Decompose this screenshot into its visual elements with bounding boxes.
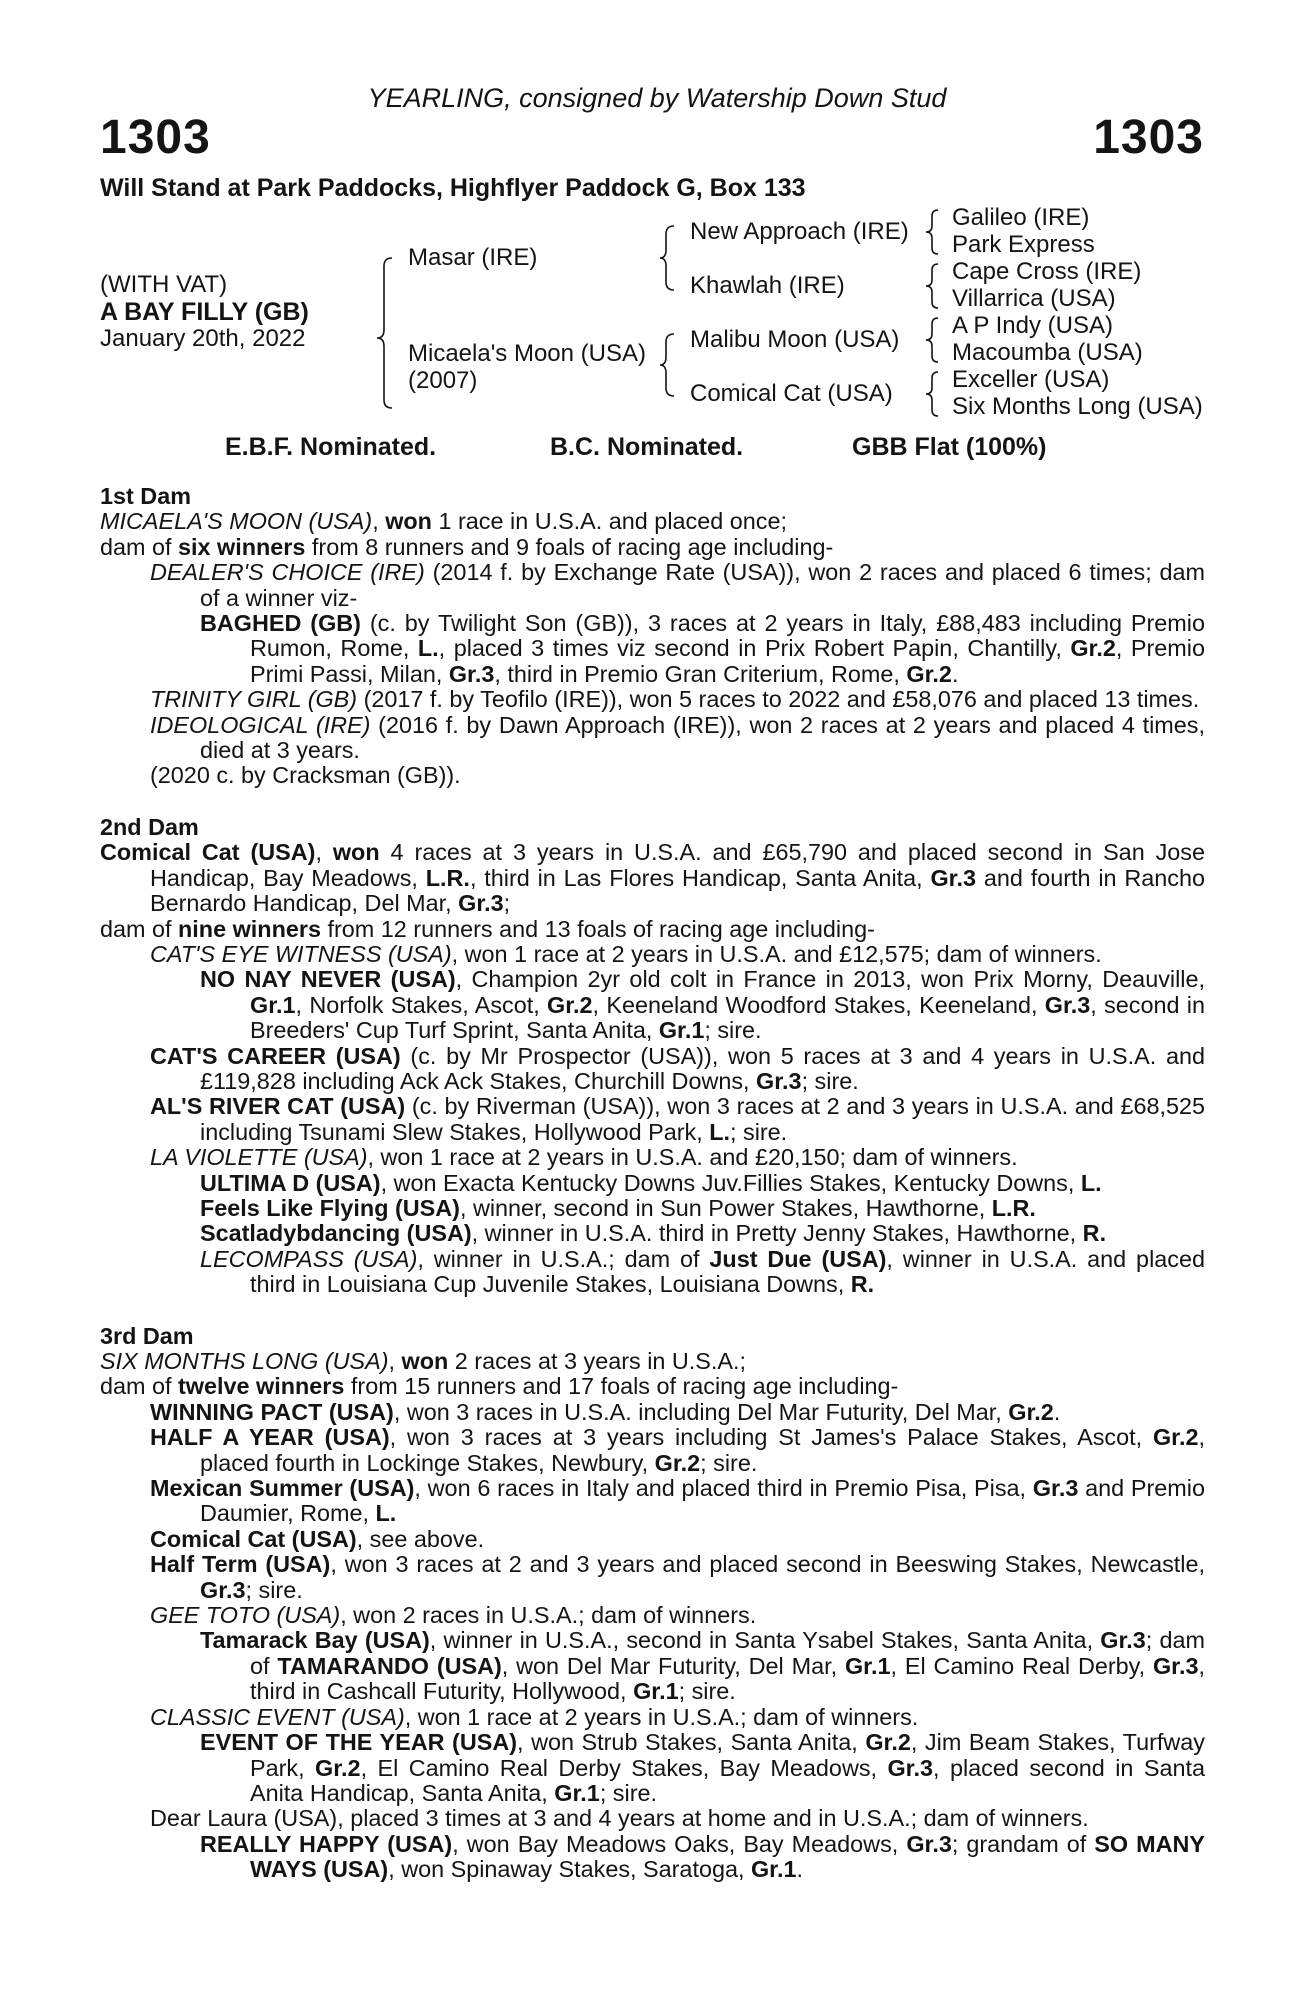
first-dam-produce: dam of six winners from 8 runners and 9 foals of racing age including- [100, 533, 834, 560]
brace-main [377, 258, 392, 408]
produce-entry: (2020 c. by Cracksman (GB)). [150, 762, 461, 789]
brace-ds [926, 318, 938, 362]
lot-number-left: 1303 [100, 111, 211, 164]
second-dam-line: Comical Cat (USA), won 4 races at 3 years in U.S.A. and £65,790 and placed second in San Jose Handicap, Bay Meadows, L.R., third in Las Flores Handicap, Santa Anita, Gr.3 and fourth in Rancho Bernardo Handicap, Del Mar, Gr.3; [100, 839, 1206, 917]
first-dam-line: MICAELA'S MOON (USA), won 1 race in U.S.A. and placed once; [100, 508, 787, 535]
gen3-sdd: Villarrica (USA) [952, 285, 1116, 312]
produce-entry: HALF A YEAR (USA), won 3 races at 3 years including St James's Palace Stakes, Ascot, Gr.2, placed fourth in Lockinge Stakes, Newbury, Gr.2; sire. [150, 1424, 1205, 1476]
horse-name: A BAY FILLY (GB) [100, 298, 309, 326]
gen3-dds: Exceller (USA) [952, 366, 1110, 393]
lot-number-right: 1303 [1093, 111, 1204, 164]
second-dam-produce: dam of nine winners from 12 runners and 13 foals of racing age including- [100, 915, 875, 942]
brace-dam [660, 334, 674, 396]
brace-ss [926, 210, 938, 254]
produce-entry: REALLY HAPPY (USA), won Bay Meadows Oaks, Bay Meadows, Gr.3; grandam of SO MANY WAYS (USA), won Spinaway Stakes, Saratoga, Gr.1. [200, 1830, 1205, 1883]
gen3-sss: Galileo (IRE) [952, 204, 1090, 231]
produce-entry: LA VIOLETTE (USA), won 1 race at 2 years in U.S.A. and £20,150; dam of winners. [150, 1144, 1018, 1171]
brace-sire [660, 226, 674, 290]
sire-sire: New Approach (IRE) [690, 218, 909, 245]
produce-entry: CAT'S CAREER (USA) (c. by Mr Prospector (USA)), won 5 races at 3 and 4 years in U.S.A. and £119,828 including Ack Ack Stakes, Churchill Downs, Gr.3; sire. [150, 1042, 1205, 1094]
sire-dam: Khawlah (IRE) [690, 272, 845, 299]
produce-entry: CAT'S EYE WITNESS (USA), won 1 race at 2 years in U.S.A. and £12,575; dam of winners. [150, 940, 1102, 967]
stand-location: Will Stand at Park Paddocks, Highflyer Paddock G, Box 133 [100, 174, 806, 202]
vat-note: (WITH VAT) [100, 271, 228, 298]
produce-entry: GEE TOTO (USA), won 2 races in U.S.A.; dam of winners. [150, 1602, 757, 1629]
dam: Micaela's Moon (USA) [408, 340, 646, 367]
dam-sire: Malibu Moon (USA) [690, 326, 900, 353]
brace-sd [926, 264, 938, 308]
produce-entry: AL'S RIVER CAT (USA) (c. by Riverman (USA)), won 3 races at 2 and 3 years in U.S.A. and £68,525 including Tsunami Slew Stakes, Hollywood Park, L.; sire. [150, 1093, 1206, 1145]
gen3-ddd: Six Months Long (USA) [952, 393, 1203, 420]
produce-entry: IDEOLOGICAL (IRE) (2016 f. by Dawn Approach (IRE)), won 2 races at 2 years and placed 4 times, died at 3 years. [150, 711, 1205, 764]
third-dam-produce: dam of twelve winners from 15 runners and 17 foals of racing age including- [100, 1373, 899, 1400]
pedigree-braces [0, 0, 1314, 430]
produce-entry: BAGHED (GB) (c. by Twilight Son (GB)), 3 races at 2 years in Italy, £88,483 including Premio Rumon, Rome, L., placed 3 times viz second in Prix Robert Papin, Chantilly, Gr.2, Premio Primi Passi, Milan, Gr.3, third in Premio Gran Criterium, Rome, Gr.2. [200, 610, 1205, 687]
produce-entry: CLASSIC EVENT (USA), won 1 race at 2 years in U.S.A.; dam of winners. [150, 1703, 919, 1730]
first-dam-heading: 1st Dam [100, 483, 192, 509]
second-dam-heading: 2nd Dam [100, 813, 199, 840]
produce-entry: EVENT OF THE YEAR (USA), won Strub Stakes, Santa Anita, Gr.2, Jim Beam Stakes, Turfway Park, Gr.2, El Camino Real Derby Stakes, Bay Meadows, Gr.3, placed second in Santa Anita Handicap, Santa Anita, Gr.1; sire. [200, 1729, 1205, 1806]
third-dam-heading: 3rd Dam [100, 1322, 194, 1349]
produce-entry: Scatladybdancing (USA), winner in U.S.A. third in Pretty Jenny Stakes, Hawthorne, R. [200, 1220, 1107, 1247]
produce-entry: TRINITY GIRL (GB) (2017 f. by Teofilo (IRE)), won 5 races to 2022 and £58,076 and placed 13 times. [150, 686, 1200, 713]
gen3-sds: Cape Cross (IRE) [952, 258, 1142, 285]
produce-entry: WINNING PACT (USA), won 3 races in U.S.A. including Del Mar Futurity, Del Mar, Gr.2. [150, 1398, 1061, 1425]
ebf-nomination: E.B.F. Nominated. [225, 433, 437, 461]
sire: Masar (IRE) [408, 244, 538, 271]
gen3-dsd: Macoumba (USA) [952, 339, 1143, 366]
foaling-date: January 20th, 2022 [100, 325, 306, 352]
produce-entry: Mexican Summer (USA), won 6 races in Italy and placed third in Premio Pisa, Pisa, Gr.3 and Premio Daumier, Rome, L. [150, 1475, 1205, 1527]
produce-entry: DEALER'S CHOICE (IRE) (2014 f. by Exchange Rate (USA)), won 2 races and placed 6 times; dam of a winner viz- [150, 559, 1206, 611]
produce-entry: Comical Cat (USA), see above. [150, 1525, 485, 1552]
dam-line-text [100, 484, 1205, 1883]
gen3-dss: A P Indy (USA) [952, 312, 1113, 339]
third-dam-line: SIX MONTHS LONG (USA), won 2 races at 3 years in U.S.A.; [100, 1348, 747, 1374]
produce-entry: Dear Laura (USA), placed 3 times at 3 and 4 years at home and in U.S.A.; dam of winners. [150, 1805, 1089, 1832]
gbb-flat: GBB Flat (100%) [852, 433, 1047, 461]
consignment-line: YEARLING, consigned by Watership Down Stud [367, 83, 947, 113]
gen3-ssd: Park Express [952, 231, 1095, 258]
produce-entry: Half Term (USA), won 3 races at 2 and 3 years and placed second in Beeswing Stakes, Newcastle, Gr.3; sire. [150, 1551, 1205, 1603]
dam-dam: Comical Cat (USA) [690, 380, 893, 407]
produce-entry: NO NAY NEVER (USA), Champion 2yr old colt in France in 2013, won Prix Morny, Deauville, Gr.1, Norfolk Stakes, Ascot, Gr.2, Keeneland Woodford Stakes, Keeneland, Gr.3, second in Breeders' Cup Turf Sprint, Santa Anita, Gr.1; sire. [200, 966, 1206, 1044]
bc-nomination: B.C. Nominated. [550, 433, 744, 461]
dam-year: (2007) [408, 367, 478, 394]
brace-dd [926, 372, 938, 416]
produce-entry: LECOMPASS (USA), winner in U.S.A.; dam of Just Due (USA), winner in U.S.A. and placed third in Louisiana Cup Juvenile Stakes, Louisiana Downs, R. [200, 1245, 1205, 1298]
produce-entry: Tamarack Bay (USA), winner in U.S.A., second in Santa Ysabel Stakes, Santa Anita, Gr.3; dam of TAMARANDO (USA), won Del Mar Futurity, Del Mar, Gr.1, El Camino Real Derby, Gr.3, third in Cashcall Futurity, Hollywood, Gr.1; sire. [200, 1627, 1206, 1705]
produce-entry: ULTIMA D (USA), won Exacta Kentucky Downs Juv.Fillies Stakes, Kentucky Downs, L. [200, 1169, 1102, 1196]
produce-entry: Feels Like Flying (USA), winner, second in Sun Power Stakes, Hawthorne, L.R. [200, 1194, 1036, 1221]
